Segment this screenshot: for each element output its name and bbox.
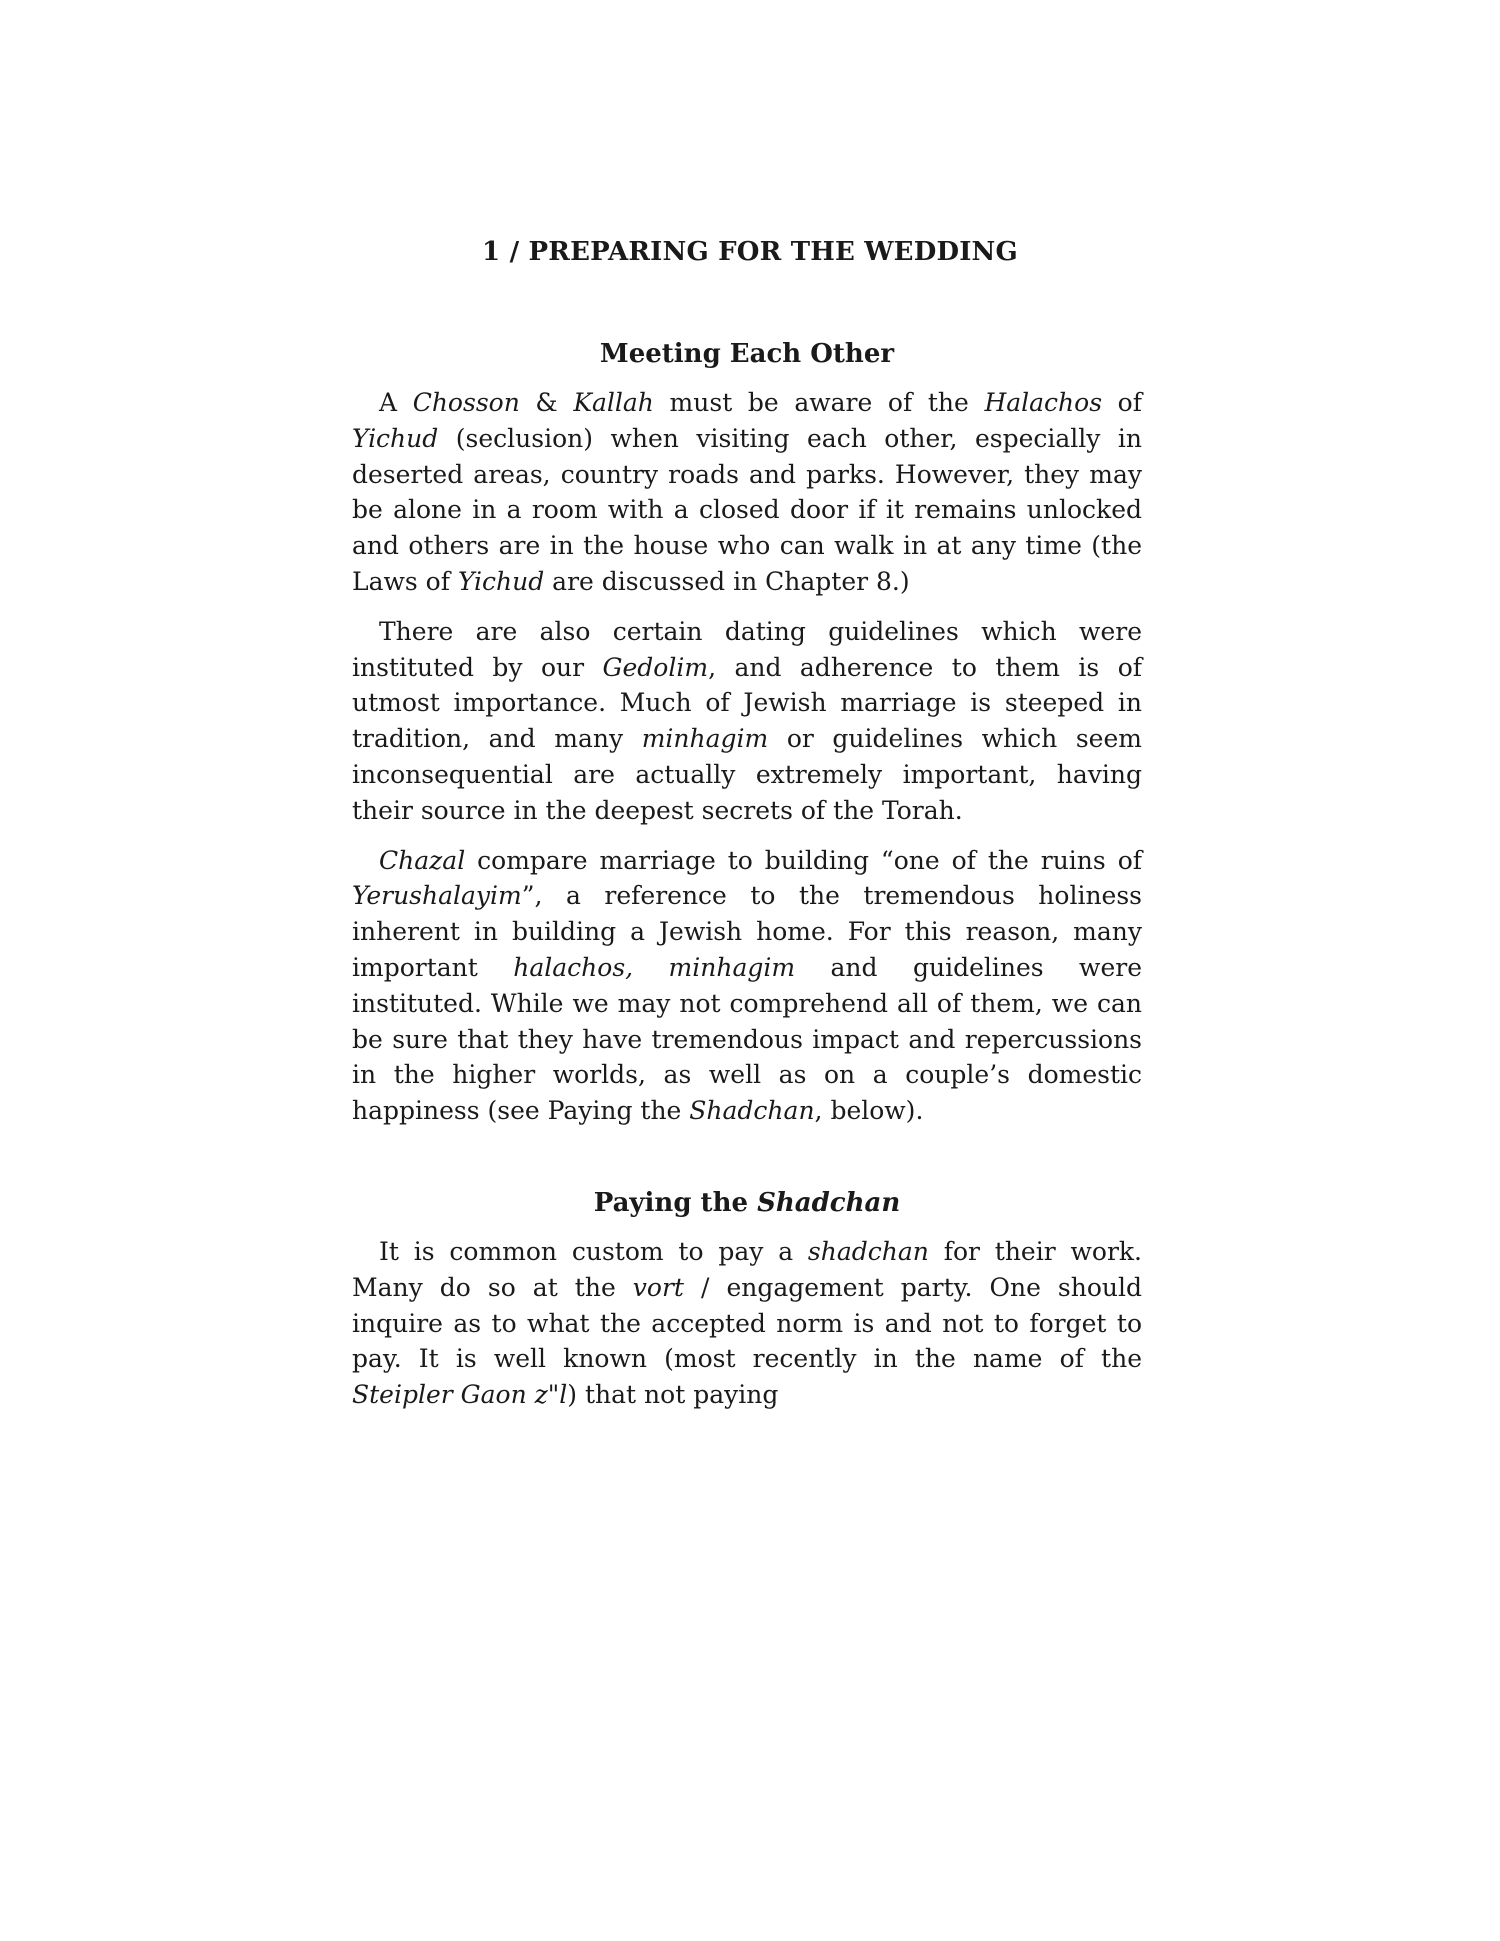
italic-term: Shadchan [757, 1188, 901, 1218]
section-meeting-each-other [352, 339, 1142, 1129]
italic-term: minhagim [641, 724, 769, 754]
italic-term: Yichud [352, 423, 439, 453]
paragraph: Chazal compare marriage to building “one of the ruins of Yerushalayim”, a reference to the tremendous holiness inherent in building a Jewish home. For this reason, many important halachos, minhagim and guidelines were instituted. While we may not comprehend all of them, we can be sure that they have tremendous impact and repercussions in the higher worlds, as well as on a couple’s domestic happiness (see Paying the Shadchan, below). [352, 845, 1143, 1126]
italic-term: halachos, minhagim [513, 952, 796, 982]
italic-term: Kallah [573, 388, 654, 417]
italic-term: shadchan [807, 1237, 929, 1266]
paragraph: It is common custom to pay a shadchan for their work. Many do so at the vort / engagement party. One should inquire as to what the accepted norm is and not to forget to pay. It is well known (most recently in the name of the Steipler Gaon z"l) that not paying [352, 1237, 1142, 1410]
paragraph: There are also certain dating guidelines which were instituted by our Gedolim, and adherence to them is of utmost importance. Much of Jewish marriage is steeped in tradition, and many minhagim or guidelines which seem inconsequential are actually extremely important, having their source in the deepest secrets of the Torah. [352, 616, 1143, 825]
section-heading: Paying the Shadchan [593, 1188, 901, 1218]
paragraph: A Chosson & Kallah must be aware of the Halachos of Yichud (seclusion) when visiting each other, especially in deserted areas, country roads and parks. However, they may be alone in a room with a closed door if it remains unlocked and others are in the house who can walk in at any time (the Laws of Yichud are discussed in Chapter 8.) [352, 388, 1142, 596]
italic-term: Steipler Gaon z"l [352, 1380, 568, 1410]
italic-term: Shadchan [689, 1096, 815, 1126]
italic-term: Gedolim [602, 652, 709, 682]
section-heading: Meeting Each Other [599, 339, 895, 369]
italic-term: Chazal [379, 845, 466, 875]
italic-term: Chosson [412, 388, 520, 417]
italic-term: Halachos [984, 388, 1103, 417]
italic-term: Yichud [457, 566, 545, 596]
italic-term: Yerushalayim [352, 881, 522, 911]
section-paying-the-shadchan [352, 1188, 1142, 1413]
italic-term: vort [632, 1272, 684, 1302]
chapter-title: 1 / PREPARING FOR THE WEDDING [482, 237, 1018, 267]
